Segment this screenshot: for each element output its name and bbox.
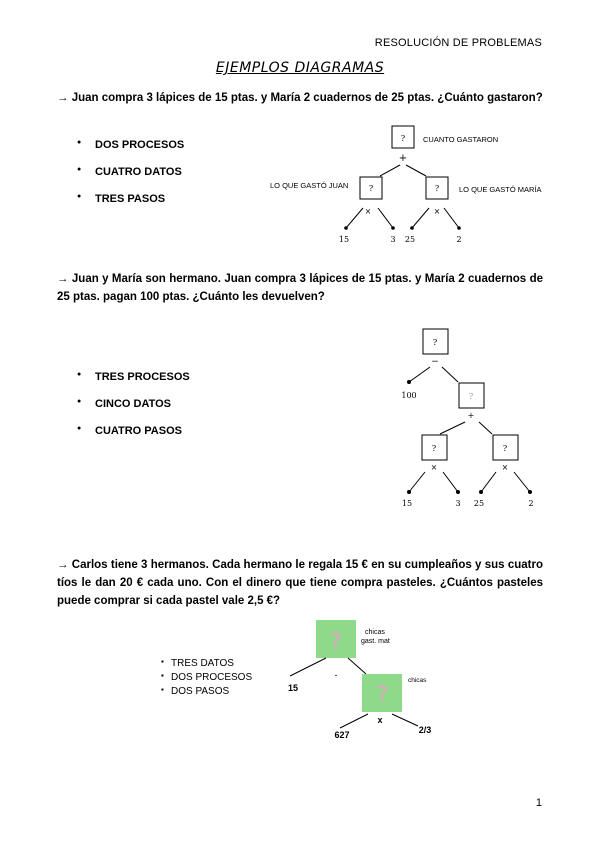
list-item: ▪ TRES DATOS bbox=[161, 658, 252, 672]
edge bbox=[440, 422, 465, 434]
edge bbox=[290, 658, 326, 676]
leaf-dot bbox=[344, 226, 348, 230]
left-symbol: ? bbox=[368, 184, 374, 193]
root-label: CUANTO GASTARON bbox=[423, 135, 499, 144]
leaf-label: 627 bbox=[334, 730, 350, 740]
root-symbol: ? bbox=[432, 338, 438, 347]
header-title: RESOLUCIÓN DE PROBLEMAS bbox=[374, 37, 542, 49]
list-item: ● TRES PROCESOS bbox=[77, 371, 190, 398]
root-symbol: ? bbox=[400, 134, 406, 143]
problem-3-diagram bbox=[280, 612, 460, 742]
edge bbox=[514, 472, 530, 492]
left-leaf-label: 15 bbox=[287, 683, 299, 693]
page-number: 1 bbox=[535, 797, 542, 809]
problem-1-bullets bbox=[77, 139, 184, 220]
leaf-dot bbox=[457, 226, 461, 230]
leaf-label: 15 bbox=[401, 499, 413, 508]
leaf-label: 15 bbox=[338, 235, 350, 244]
root-op: + bbox=[398, 153, 408, 164]
leaf-label: 2/3 bbox=[418, 725, 432, 735]
leaf-dot bbox=[410, 226, 414, 230]
leaf-label: 25 bbox=[404, 235, 416, 244]
edge bbox=[479, 422, 492, 434]
child-op: x bbox=[377, 715, 383, 725]
mid-op: + bbox=[467, 411, 475, 420]
edge bbox=[444, 208, 459, 228]
edge bbox=[443, 472, 458, 492]
list-item: ● CUATRO PASOS bbox=[77, 425, 190, 452]
root-symbol: ? bbox=[330, 630, 342, 655]
edge bbox=[380, 165, 400, 176]
problem-1-diagram bbox=[260, 120, 560, 250]
left-op: × bbox=[430, 463, 438, 472]
edge bbox=[346, 208, 363, 228]
right-symbol: ? bbox=[502, 444, 508, 453]
edge bbox=[481, 472, 496, 492]
left-leaf-label: 100 bbox=[401, 391, 417, 400]
root-label-2: gast. mat bbox=[361, 638, 390, 645]
root-op: − bbox=[431, 357, 439, 367]
right-op: × bbox=[501, 463, 509, 472]
edge bbox=[392, 714, 418, 726]
leaf-label: 3 bbox=[455, 499, 461, 508]
right-symbol: ? bbox=[434, 184, 440, 193]
leaf-label: 2 bbox=[456, 235, 462, 244]
edge bbox=[340, 714, 368, 728]
edge bbox=[442, 367, 458, 382]
leaf-dot bbox=[407, 380, 411, 384]
edge bbox=[406, 165, 426, 176]
left-label: LO QUE GASTÓ JUAN bbox=[270, 181, 349, 190]
leaf-dot bbox=[528, 490, 532, 494]
root-op: - bbox=[334, 670, 338, 680]
list-item: ▪ DOS PASOS bbox=[161, 686, 252, 700]
list-item: ● CUATRO DATOS bbox=[77, 166, 184, 193]
leaf-dot bbox=[456, 490, 460, 494]
root-label-1: chicas bbox=[365, 629, 385, 636]
leaf-dot bbox=[407, 490, 411, 494]
problem-3-bullets bbox=[161, 658, 252, 700]
left-op: × bbox=[364, 207, 372, 216]
edge bbox=[409, 472, 425, 492]
leaf-label: 3 bbox=[390, 235, 396, 244]
problem-1-statement: → Juan compra 3 lápices de 15 ptas. y María 2 cuadernos de 25 ptas. ¿Cuánto gastaron? bbox=[57, 92, 543, 104]
problem-2-diagram bbox=[395, 322, 555, 512]
page-title: EJEMPLOS DIAGRAMAS bbox=[215, 60, 385, 76]
edge bbox=[348, 658, 366, 674]
child-symbol: ? bbox=[376, 683, 388, 708]
edge bbox=[409, 367, 430, 382]
problem-2-bullets bbox=[77, 371, 190, 452]
edge bbox=[412, 208, 429, 228]
left-symbol: ? bbox=[431, 444, 437, 453]
leaf-label: 2 bbox=[528, 499, 534, 508]
list-item: ● DOS PROCESOS bbox=[77, 139, 184, 166]
problem-3-statement: → Carlos tiene 3 hermanos. Cada hermano le regala 15 € en su cumpleaños y sus cuatro tíos le dan 20 € cada uno. Con el dinero que tiene compra pasteles. ¿Cuántos pasteles puede comprar si cada pastel vale 2,5 €? bbox=[57, 559, 543, 607]
edge bbox=[378, 208, 393, 228]
list-item: ● CINCO DATOS bbox=[77, 398, 190, 425]
problem-2-statement: → Juan y María son hermano. Juan compra 3 lápices de 15 ptas. y María 2 cuadernos de 25 ptas. pagan 100 ptas. ¿Cuánto les devuelven? bbox=[57, 273, 543, 303]
child-label: chicas bbox=[408, 677, 427, 684]
right-op: × bbox=[433, 207, 441, 216]
list-item: ● TRES PASOS bbox=[77, 193, 184, 220]
mid-symbol: ? bbox=[468, 392, 474, 401]
leaf-dot bbox=[479, 490, 483, 494]
leaf-label: 25 bbox=[473, 499, 485, 508]
leaf-dot bbox=[391, 226, 395, 230]
list-item: ▪ DOS PROCESOS bbox=[161, 672, 252, 686]
right-label: LO QUE GASTÓ MARÍA bbox=[459, 185, 542, 194]
